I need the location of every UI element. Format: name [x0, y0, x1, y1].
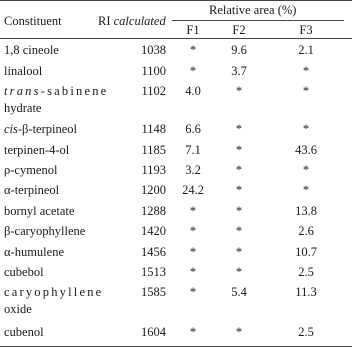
table-top-rule — [0, 0, 352, 1]
row-f3: 2.5 — [298, 325, 314, 339]
row-ri: 1200 — [141, 183, 166, 197]
row-f2: * — [235, 325, 243, 339]
row-ri: 1420 — [141, 224, 166, 238]
row-name-rest: -sabinene — [40, 84, 109, 98]
row-ri: 1604 — [141, 325, 166, 339]
row-f1: * — [189, 204, 197, 218]
row-ri: 1288 — [141, 204, 166, 218]
row-f3: * — [302, 122, 310, 136]
row-name-line2: hydrate — [4, 101, 42, 115]
row-name: 1,8 cineole — [4, 43, 59, 57]
row-ri: 1513 — [141, 265, 166, 279]
row-f2: * — [235, 122, 243, 136]
header-ri — [98, 14, 166, 28]
row-name: β-caryophyllene — [4, 224, 86, 238]
row-f3: 2.5 — [298, 265, 314, 279]
row-f3: * — [302, 64, 310, 78]
header-f3: F3 — [299, 23, 313, 37]
header-ri-subscript: calculated — [113, 14, 166, 28]
row-f2: * — [235, 84, 243, 98]
row-f1: * — [189, 325, 197, 339]
row-f3: 43.6 — [295, 143, 317, 157]
row-name-prefix: trans — [4, 84, 41, 98]
row-ri: 1185 — [141, 143, 166, 157]
header-relative-area: Relative area (%) — [209, 3, 297, 17]
row-f3: 2.1 — [298, 43, 314, 57]
row-f1: 3.2 — [185, 163, 201, 177]
row-f1: * — [189, 265, 197, 279]
row-f1: * — [189, 64, 197, 78]
row-name: linalool — [4, 64, 43, 78]
relative-area-rule — [172, 20, 344, 21]
row-f2: * — [235, 245, 243, 259]
row-f3: 13.8 — [295, 204, 317, 218]
row-name-prefix: cis — [4, 122, 18, 136]
row-name: terpinen-4-ol — [4, 143, 70, 157]
row-f1: * — [189, 245, 197, 259]
row-ri: 1193 — [141, 163, 166, 177]
row-f2: 5.4 — [231, 285, 247, 299]
row-f2: 9.6 — [231, 43, 247, 57]
row-f1: * — [189, 224, 197, 238]
row-f1: 7.1 — [185, 143, 201, 157]
header-f2: F2 — [232, 23, 246, 37]
row-ri: 1456 — [141, 245, 166, 259]
row-f3: * — [302, 163, 310, 177]
row-name-rest: -β-terpineol — [17, 122, 78, 136]
row-name — [4, 84, 108, 98]
row-f2: * — [235, 163, 243, 177]
row-name: caryophyllene — [4, 285, 104, 299]
row-name: α-humulene — [4, 245, 65, 259]
row-ri: 1100 — [141, 64, 166, 78]
row-f3: 10.7 — [295, 245, 317, 259]
header-constituent: Constituent — [4, 14, 62, 28]
row-f1: 6.6 — [185, 122, 201, 136]
header-f1: F1 — [186, 23, 200, 37]
row-ri: 1148 — [141, 122, 166, 136]
row-f3: 11.3 — [295, 285, 317, 299]
row-name: cubenol — [4, 325, 44, 339]
row-f2: * — [235, 143, 243, 157]
row-name: bornyl acetate — [4, 204, 75, 218]
row-f3: * — [302, 183, 310, 197]
row-name: ρ-cymenol — [4, 163, 58, 177]
row-f3: 2.6 — [298, 224, 314, 238]
row-f3: * — [302, 84, 310, 98]
row-f2: 3.7 — [231, 64, 247, 78]
row-name — [4, 122, 77, 136]
row-f1: * — [189, 285, 197, 299]
row-f2: * — [235, 224, 243, 238]
row-f2: * — [235, 265, 243, 279]
row-name: cubebol — [4, 265, 44, 279]
row-f2: * — [235, 183, 243, 197]
header-ri-prefix: RI — [98, 14, 111, 28]
row-f2: * — [235, 204, 243, 218]
row-name-line2: oxide — [4, 302, 32, 316]
row-ri: 1585 — [141, 285, 166, 299]
row-f1: 4.0 — [185, 84, 201, 98]
row-f1: * — [189, 43, 197, 57]
row-name: α-terpineol — [4, 183, 60, 197]
row-f1: 24.2 — [182, 183, 204, 197]
row-ri: 1038 — [141, 43, 166, 57]
row-ri: 1102 — [141, 84, 166, 98]
header-bottom-rule — [0, 38, 352, 39]
